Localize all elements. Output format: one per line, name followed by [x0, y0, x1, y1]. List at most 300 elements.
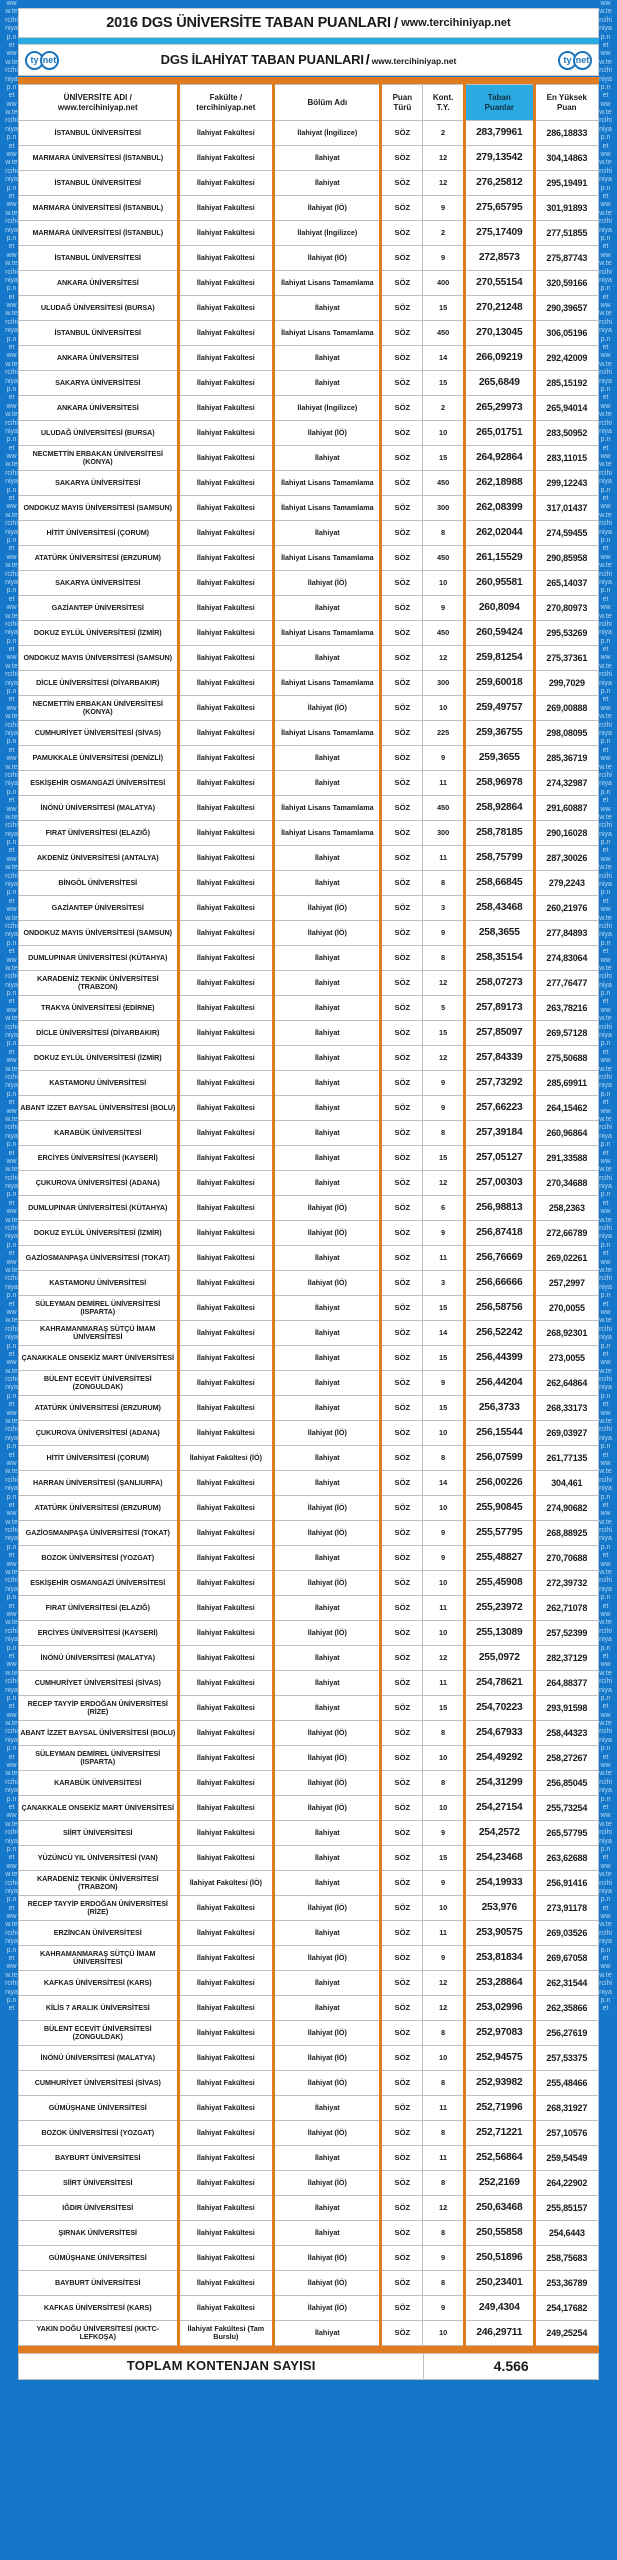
- base-score: 254,49292: [464, 1746, 534, 1771]
- column-header-department: [274, 85, 381, 121]
- faculty-name: İlahiyat Fakültesi: [178, 896, 274, 921]
- faculty-name: İlahiyat Fakültesi: [178, 2121, 274, 2146]
- faculty-name: İlahiyat Fakültesi: [178, 121, 274, 146]
- university-name: PAMUKKALE ÜNİVERSİTESİ (DENİZLİ): [19, 746, 179, 771]
- score-type: SÖZ: [381, 1896, 423, 1921]
- quota: 9: [423, 1946, 465, 1971]
- department-name: İlahiyat: [274, 1596, 381, 1621]
- base-score: 256,52242: [464, 1321, 534, 1346]
- university-name: MARMARA ÜNİVERSİTESİ (İSTANBUL): [19, 146, 179, 171]
- university-name: KAHRAMANMARAŞ SÜTÇÜ İMAM ÜNİVERSİTESİ: [19, 1946, 179, 1971]
- quota: 15: [423, 371, 465, 396]
- faculty-name: İlahiyat Fakültesi: [178, 1396, 274, 1421]
- base-score: 258,07273: [464, 971, 534, 996]
- faculty-name: İlahiyat Fakültesi: [178, 1046, 274, 1071]
- university-name: ESKİŞEHİR OSMANGAZİ ÜNİVERSİTESİ: [19, 1571, 179, 1596]
- base-score: 259,3655: [464, 746, 534, 771]
- department-name: İlahiyat Lisans Tamamlama: [274, 496, 381, 521]
- total-quota-label: TOPLAM KONTENJAN SAYISI: [19, 2354, 424, 2380]
- highest-score: 277,51855: [534, 221, 598, 246]
- score-type: SÖZ: [381, 371, 423, 396]
- department-name: İlahiyat: [274, 1671, 381, 1696]
- highest-score: 273,91178: [534, 1896, 598, 1921]
- base-score: 254,2572: [464, 1821, 534, 1846]
- university-name: SAKARYA ÜNİVERSİTESİ: [19, 471, 179, 496]
- table-row: [19, 1296, 599, 1321]
- department-name: İlahiyat: [274, 446, 381, 471]
- department-name: İlahiyat: [274, 146, 381, 171]
- score-type: SÖZ: [381, 2246, 423, 2271]
- table-row: [19, 421, 599, 446]
- university-name: İNÖNÜ ÜNİVERSİTESİ (MALATYA): [19, 796, 179, 821]
- header-row: [19, 85, 599, 121]
- column-header-score-type-line1: Puan: [392, 93, 413, 103]
- base-score: 257,00303: [464, 1171, 534, 1196]
- column-header-faculty-line1: Fakülte /: [209, 93, 243, 103]
- faculty-name: İlahiyat Fakültesi: [178, 821, 274, 846]
- score-type: SÖZ: [381, 1021, 423, 1046]
- subtitle-bar: [18, 44, 599, 76]
- quota: 12: [423, 171, 465, 196]
- table-row: [19, 1321, 599, 1346]
- university-name: GÜMÜŞHANE ÜNİVERSİTESİ: [19, 2096, 179, 2121]
- department-name: İlahiyat (İÖ): [274, 2046, 381, 2071]
- department-name: İlahiyat: [274, 1121, 381, 1146]
- department-name: İlahiyat Lisans Tamamlama: [274, 546, 381, 571]
- department-name: İlahiyat (İngilizce): [274, 121, 381, 146]
- base-score: 272,8573: [464, 246, 534, 271]
- quota: 11: [423, 771, 465, 796]
- faculty-name: İlahiyat Fakültesi: [178, 1671, 274, 1696]
- department-name: İlahiyat: [274, 1821, 381, 1846]
- table-row: [19, 1171, 599, 1196]
- university-name: ÇANAKKALE ONSEKİZ MART ÜNİVERSİTESİ: [19, 1796, 179, 1821]
- faculty-name: İlahiyat Fakültesi: [178, 2196, 274, 2221]
- university-name: RECEP TAYYİP ERDOĞAN ÜNİVERSİTESİ (RİZE): [19, 1896, 179, 1921]
- base-score: 252,94575: [464, 2046, 534, 2071]
- department-name: İlahiyat (İÖ): [274, 2071, 381, 2096]
- base-score: 256,58756: [464, 1296, 534, 1321]
- university-name: RECEP TAYYİP ERDOĞAN ÜNİVERSİTESİ (RİZE): [19, 1696, 179, 1721]
- highest-score: 270,34688: [534, 1171, 598, 1196]
- faculty-name: İlahiyat Fakültesi: [178, 671, 274, 696]
- title-separator: /: [393, 14, 399, 32]
- department-name: İlahiyat (İÖ): [274, 1621, 381, 1646]
- faculty-name: İlahiyat Fakültesi: [178, 296, 274, 321]
- base-score: 270,13045: [464, 321, 534, 346]
- base-score: 252,2169: [464, 2171, 534, 2196]
- department-name: İlahiyat: [274, 771, 381, 796]
- department-name: İlahiyat: [274, 1921, 381, 1946]
- base-score: 253,90575: [464, 1921, 534, 1946]
- table-row: [19, 671, 599, 696]
- faculty-name: İlahiyat Fakültesi: [178, 2171, 274, 2196]
- highest-score: 274,83064: [534, 946, 598, 971]
- column-header-quota: [423, 85, 465, 121]
- university-name: BAYBURT ÜNİVERSİTESİ: [19, 2271, 179, 2296]
- highest-score: 274,59455: [534, 521, 598, 546]
- quota: 8: [423, 1771, 465, 1796]
- university-name: ÇUKUROVA ÜNİVERSİTESİ (ADANA): [19, 1421, 179, 1446]
- column-header-base-score-line1: Taban: [487, 93, 511, 103]
- department-name: İlahiyat: [274, 371, 381, 396]
- faculty-name: İlahiyat Fakültesi: [178, 146, 274, 171]
- score-type: SÖZ: [381, 671, 423, 696]
- base-score: 260,8094: [464, 596, 534, 621]
- faculty-name: İlahiyat Fakültesi: [178, 496, 274, 521]
- base-score: 283,79961: [464, 121, 534, 146]
- university-name: ŞIRNAK ÜNİVERSİTESİ: [19, 2221, 179, 2246]
- table-row: [19, 171, 599, 196]
- column-header-quota-line1: Kont.: [432, 93, 454, 103]
- university-name: ATATÜRK ÜNİVERSİTESİ (ERZURUM): [19, 1396, 179, 1421]
- department-name: İlahiyat: [274, 746, 381, 771]
- score-type: SÖZ: [381, 1046, 423, 1071]
- university-name: ANKARA ÜNİVERSİTESİ: [19, 396, 179, 421]
- university-name: ERCİYES ÜNİVERSİTESİ (KAYSERİ): [19, 1621, 179, 1646]
- table-row: [19, 346, 599, 371]
- score-type: SÖZ: [381, 1971, 423, 1996]
- highest-score: 299,12243: [534, 471, 598, 496]
- footer-table: [18, 2353, 599, 2380]
- score-type: SÖZ: [381, 2221, 423, 2246]
- university-name: KASTAMONU ÜNİVERSİTESİ: [19, 1071, 179, 1096]
- base-score: 256,07599: [464, 1446, 534, 1471]
- quota: 300: [423, 671, 465, 696]
- faculty-name: İlahiyat Fakültesi: [178, 1946, 274, 1971]
- university-name: ERCİYES ÜNİVERSİTESİ (KAYSERİ): [19, 1146, 179, 1171]
- highest-score: 273,0055: [534, 1346, 598, 1371]
- department-name: İlahiyat (İÖ): [274, 2171, 381, 2196]
- quota: 15: [423, 296, 465, 321]
- base-score: 279,13542: [464, 146, 534, 171]
- quota: 9: [423, 921, 465, 946]
- score-type: SÖZ: [381, 596, 423, 621]
- table-row: [19, 221, 599, 246]
- logo-ty-icon: ty: [558, 51, 577, 70]
- department-name: İlahiyat (İÖ): [274, 896, 381, 921]
- score-type: SÖZ: [381, 871, 423, 896]
- table-row: [19, 1846, 599, 1871]
- department-name: İlahiyat: [274, 2221, 381, 2246]
- highest-score: 299,7029: [534, 671, 598, 696]
- base-score: 255,57795: [464, 1521, 534, 1546]
- table-body: [19, 121, 599, 2346]
- highest-score: 285,15192: [534, 371, 598, 396]
- table-row: [19, 1596, 599, 1621]
- university-name: DOKUZ EYLÜL ÜNİVERSİTESİ (İZMİR): [19, 1046, 179, 1071]
- highest-score: 274,32987: [534, 771, 598, 796]
- university-name: GAZİANTEP ÜNİVERSİTESİ: [19, 896, 179, 921]
- highest-score: 268,88925: [534, 1521, 598, 1546]
- faculty-name: İlahiyat Fakültesi: [178, 471, 274, 496]
- department-name: İlahiyat: [274, 946, 381, 971]
- department-name: İlahiyat: [274, 871, 381, 896]
- quota: 9: [423, 1221, 465, 1246]
- score-type: SÖZ: [381, 1596, 423, 1621]
- highest-score: 295,19491: [534, 171, 598, 196]
- quota: 8: [423, 2271, 465, 2296]
- subtitle: DGS İLAHİYAT TABAN PUANLARI: [160, 52, 364, 67]
- university-name: ABANT İZZET BAYSAL ÜNİVERSİTESİ (BOLU): [19, 1096, 179, 1121]
- university-name: HİTİT ÜNİVERSİTESİ (ÇORUM): [19, 1446, 179, 1471]
- highest-score: 270,80973: [534, 596, 598, 621]
- highest-score: 275,50688: [534, 1046, 598, 1071]
- score-type: SÖZ: [381, 2021, 423, 2046]
- highest-score: 256,27619: [534, 2021, 598, 2046]
- table-row: [19, 1546, 599, 1571]
- university-name: MARMARA ÜNİVERSİTESİ (İSTANBUL): [19, 221, 179, 246]
- score-type: SÖZ: [381, 496, 423, 521]
- faculty-name: İlahiyat Fakültesi: [178, 721, 274, 746]
- department-name: İlahiyat: [274, 1646, 381, 1671]
- column-header-university-line2: www.tercihiniyap.net: [57, 102, 138, 112]
- quota: 15: [423, 1846, 465, 1871]
- university-name: KAFKAS ÜNİVERSİTESİ (KARS): [19, 1971, 179, 1996]
- score-type: SÖZ: [381, 1821, 423, 1846]
- faculty-name: İlahiyat Fakültesi: [178, 2271, 274, 2296]
- quota: 11: [423, 1921, 465, 1946]
- university-name: SİİRT ÜNİVERSİTESİ: [19, 1821, 179, 1846]
- table-row: [19, 2196, 599, 2221]
- base-score: 256,15544: [464, 1421, 534, 1446]
- faculty-name: İlahiyat Fakültesi: [178, 2246, 274, 2271]
- logo-net-icon: net: [573, 51, 592, 70]
- title-bar: [18, 8, 599, 38]
- quota: 8: [423, 2021, 465, 2046]
- score-type: SÖZ: [381, 196, 423, 221]
- quota: 8: [423, 1446, 465, 1471]
- faculty-name: İlahiyat Fakültesi: [178, 1321, 274, 1346]
- title-website-url: www.tercihiniyap.net: [401, 17, 511, 29]
- quota: 10: [423, 696, 465, 721]
- table-row: [19, 2271, 599, 2296]
- score-type: SÖZ: [381, 1746, 423, 1771]
- quota: 12: [423, 1646, 465, 1671]
- department-name: İlahiyat: [274, 171, 381, 196]
- highest-score: 275,37361: [534, 646, 598, 671]
- faculty-name: İlahiyat Fakültesi: [178, 771, 274, 796]
- score-type: SÖZ: [381, 2171, 423, 2196]
- department-name: İlahiyat (İngilizce): [274, 221, 381, 246]
- score-type: SÖZ: [381, 696, 423, 721]
- table-row: [19, 971, 599, 996]
- quota: 12: [423, 971, 465, 996]
- table-row: [19, 471, 599, 496]
- highest-score: 269,02261: [534, 1246, 598, 1271]
- highest-score: 269,03526: [534, 1921, 598, 1946]
- faculty-name: İlahiyat Fakültesi: [178, 396, 274, 421]
- university-name: YAKIN DOĞU ÜNİVERSİTESİ (KKTC-LEFKOŞA): [19, 2321, 179, 2346]
- university-name: GÜMÜŞHANE ÜNİVERSİTESİ: [19, 2246, 179, 2271]
- university-name: CUMHURİYET ÜNİVERSİTESİ (SİVAS): [19, 2071, 179, 2096]
- logo-net-icon: net: [40, 51, 59, 70]
- table-row: [19, 1046, 599, 1071]
- university-name: İSTANBUL ÜNİVERSİTESİ: [19, 171, 179, 196]
- table-row: [19, 2121, 599, 2146]
- faculty-name: İlahiyat Fakültesi: [178, 1996, 274, 2021]
- department-name: İlahiyat Lisans Tamamlama: [274, 471, 381, 496]
- score-type: SÖZ: [381, 846, 423, 871]
- highest-score: 286,18833: [534, 121, 598, 146]
- university-name: TRAKYA ÜNİVERSİTESİ (EDİRNE): [19, 996, 179, 1021]
- base-score: 258,35154: [464, 946, 534, 971]
- highest-score: 290,85958: [534, 546, 598, 571]
- table-row: [19, 1621, 599, 1646]
- base-score: 256,76669: [464, 1246, 534, 1271]
- faculty-name: İlahiyat Fakültesi (İÖ): [178, 1446, 274, 1471]
- table-row: [19, 2246, 599, 2271]
- highest-score: 272,66789: [534, 1221, 598, 1246]
- base-score: 252,71221: [464, 2121, 534, 2146]
- base-score: 259,60018: [464, 671, 534, 696]
- department-name: İlahiyat (İÖ): [274, 1896, 381, 1921]
- base-score: 258,43468: [464, 896, 534, 921]
- faculty-name: İlahiyat Fakültesi: [178, 571, 274, 596]
- highest-score: 301,91893: [534, 196, 598, 221]
- university-name: ONDOKUZ MAYIS ÜNİVERSİTESİ (SAMSUN): [19, 921, 179, 946]
- table-row: [19, 1246, 599, 1271]
- table-row: [19, 2021, 599, 2046]
- department-name: İlahiyat: [274, 1446, 381, 1471]
- university-name: DOKUZ EYLÜL ÜNİVERSİTESİ (İZMİR): [19, 621, 179, 646]
- score-type: SÖZ: [381, 396, 423, 421]
- highest-score: 265,94014: [534, 396, 598, 421]
- table-row: [19, 1071, 599, 1096]
- quota: 12: [423, 1171, 465, 1196]
- base-score: 255,0972: [464, 1646, 534, 1671]
- department-name: İlahiyat: [274, 1021, 381, 1046]
- department-name: İlahiyat: [274, 1471, 381, 1496]
- table-row: [19, 1896, 599, 1921]
- department-name: İlahiyat Lisans Tamamlama: [274, 621, 381, 646]
- table-row: [19, 1271, 599, 1296]
- base-score: 257,89173: [464, 996, 534, 1021]
- base-score: 265,29973: [464, 396, 534, 421]
- highest-score: 263,78216: [534, 996, 598, 1021]
- university-name: ANKARA ÜNİVERSİTESİ: [19, 346, 179, 371]
- score-type: SÖZ: [381, 1671, 423, 1696]
- faculty-name: İlahiyat Fakültesi: [178, 1021, 274, 1046]
- table-row: [19, 2046, 599, 2071]
- score-type: SÖZ: [381, 1721, 423, 1746]
- highest-score: 285,69911: [534, 1071, 598, 1096]
- table-row: [19, 1346, 599, 1371]
- department-name: İlahiyat: [274, 1371, 381, 1396]
- base-score: 260,95581: [464, 571, 534, 596]
- highest-score: 320,59166: [534, 271, 598, 296]
- faculty-name: İlahiyat Fakültesi: [178, 1196, 274, 1221]
- faculty-name: İlahiyat Fakültesi: [178, 621, 274, 646]
- faculty-name: İlahiyat Fakültesi: [178, 221, 274, 246]
- score-type: SÖZ: [381, 346, 423, 371]
- base-score: 254,31299: [464, 1771, 534, 1796]
- base-score: 255,13089: [464, 1621, 534, 1646]
- score-type: SÖZ: [381, 1771, 423, 1796]
- faculty-name: İlahiyat Fakültesi: [178, 1596, 274, 1621]
- base-score: 258,78185: [464, 821, 534, 846]
- university-name: KASTAMONU ÜNİVERSİTESİ: [19, 1271, 179, 1296]
- base-score: 254,78621: [464, 1671, 534, 1696]
- quota: 14: [423, 1471, 465, 1496]
- highest-score: 295,53269: [534, 621, 598, 646]
- base-score: 265,01751: [464, 421, 534, 446]
- department-name: İlahiyat: [274, 2321, 381, 2346]
- score-type: SÖZ: [381, 896, 423, 921]
- subtitle-website-url: www.tercihiniyap.net: [371, 56, 457, 66]
- quota: 8: [423, 2121, 465, 2146]
- highest-score: 283,11015: [534, 446, 598, 471]
- table-row: [19, 1096, 599, 1121]
- faculty-name: İlahiyat Fakültesi: [178, 1421, 274, 1446]
- faculty-name: İlahiyat Fakültesi: [178, 246, 274, 271]
- faculty-name: İlahiyat Fakültesi: [178, 1221, 274, 1246]
- highest-score: 258,75683: [534, 2246, 598, 2271]
- department-name: İlahiyat Lisans Tamamlama: [274, 671, 381, 696]
- score-type: SÖZ: [381, 321, 423, 346]
- base-score: 260,59424: [464, 621, 534, 646]
- faculty-name: İlahiyat Fakültesi: [178, 1921, 274, 1946]
- faculty-name: İlahiyat Fakültesi: [178, 996, 274, 1021]
- faculty-name: İlahiyat Fakültesi: [178, 2296, 274, 2321]
- table-row: [19, 2096, 599, 2121]
- faculty-name: İlahiyat Fakültesi: [178, 1096, 274, 1121]
- table-row: [19, 896, 599, 921]
- faculty-name: İlahiyat Fakültesi: [178, 1296, 274, 1321]
- base-score: 253,976: [464, 1896, 534, 1921]
- highest-score: 253,36789: [534, 2271, 598, 2296]
- score-type: SÖZ: [381, 1071, 423, 1096]
- base-score: 259,49757: [464, 696, 534, 721]
- quota: 9: [423, 1821, 465, 1846]
- department-name: İlahiyat: [274, 1696, 381, 1721]
- base-score: 255,23972: [464, 1596, 534, 1621]
- base-score: 253,02996: [464, 1996, 534, 2021]
- quota: 9: [423, 1071, 465, 1096]
- university-name: ESKİŞEHİR OSMANGAZİ ÜNİVERSİTESİ: [19, 771, 179, 796]
- department-name: İlahiyat (İÖ): [274, 246, 381, 271]
- department-name: İlahiyat (İÖ): [274, 1721, 381, 1746]
- quota: 15: [423, 1396, 465, 1421]
- department-name: İlahiyat (İÖ): [274, 1771, 381, 1796]
- department-name: İlahiyat: [274, 1321, 381, 1346]
- logo-ty-icon: ty: [25, 51, 44, 70]
- highest-score: 265,14037: [534, 571, 598, 596]
- table-row: [19, 996, 599, 1021]
- quota: 12: [423, 646, 465, 671]
- table-row: [19, 521, 599, 546]
- faculty-name: İlahiyat Fakültesi: [178, 596, 274, 621]
- column-header-base-score: [464, 85, 534, 121]
- score-type: SÖZ: [381, 1346, 423, 1371]
- university-name: DİCLE ÜNİVERSİTESİ (DİYARBAKIR): [19, 1021, 179, 1046]
- table-row: [19, 1696, 599, 1721]
- department-name: İlahiyat: [274, 1246, 381, 1271]
- university-name: GAZİOSMANPAŞA ÜNİVERSİTESİ (TOKAT): [19, 1246, 179, 1271]
- score-type: SÖZ: [381, 1396, 423, 1421]
- base-score: 266,09219: [464, 346, 534, 371]
- table-row: [19, 1646, 599, 1671]
- highest-score: 317,01437: [534, 496, 598, 521]
- faculty-name: İlahiyat Fakültesi: [178, 1146, 274, 1171]
- quota: 5: [423, 996, 465, 1021]
- quota: 10: [423, 1421, 465, 1446]
- base-score: 256,44204: [464, 1371, 534, 1396]
- score-type: SÖZ: [381, 821, 423, 846]
- department-name: İlahiyat: [274, 1296, 381, 1321]
- quota: 10: [423, 1621, 465, 1646]
- table-row: [19, 771, 599, 796]
